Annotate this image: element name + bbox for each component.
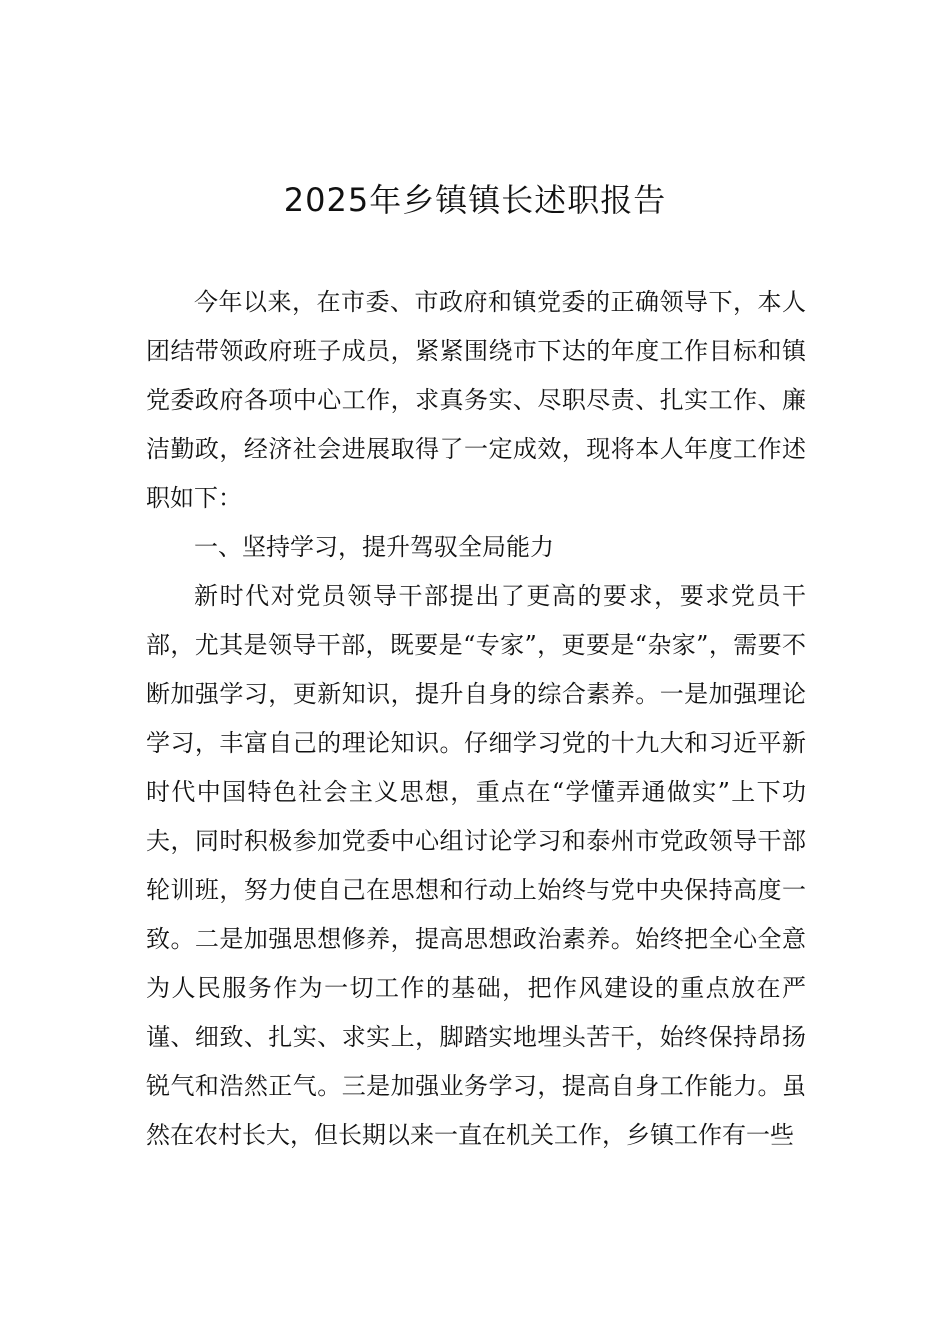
document-title: 2025年乡镇镇长述职报告: [283, 181, 667, 219]
section-paragraph: 新时代对党员领导干部提出了更高的要求，要求党员干部，尤其是领导干部，既要是“专家”，更要是“杂家”，需要不断加强学习，更新知识，提升自身的综合素养。一是加强理论学习，丰富自己的理论知识。仔细学习党的十九大和习近平新时代中国特色社会主义思想，重点在“学懂弄通做实”上下功夫，同时积极参加党委中心组讨论学习和泰州市党政领导干部轮训班，努力使自己在思想和行动上始终与党中央保持高度一致。二是加强思想修养，提高思想政治素养。始终把全心全意为人民服务作为一切工作的基础，把作风建设的重点放在严谨、细致、扎实、求实上，脚踏实地埋头苦干，始终保持昂扬锐气和浩然正气。三是加强业务学习，提高自身工作能力。虽然在农村长大，但长期以来一直在机关工作，乡镇工作有一些: [146, 582, 806, 1149]
document-body: [146, 278, 806, 1160]
intro-paragraph: 今年以来，在市委、市政府和镇党委的正确领导下，本人团结带领政府班子成员，紧紧围绕市下达的年度工作目标和镇党委政府各项中心工作，求真务实、尽职尽责、扎实工作、廉洁勤政，经济社会进展取得了一定成效，现将本人年度工作述职如下：: [146, 288, 806, 512]
section-heading: 一、坚持学习，提升驾驭全局能力: [194, 533, 554, 561]
